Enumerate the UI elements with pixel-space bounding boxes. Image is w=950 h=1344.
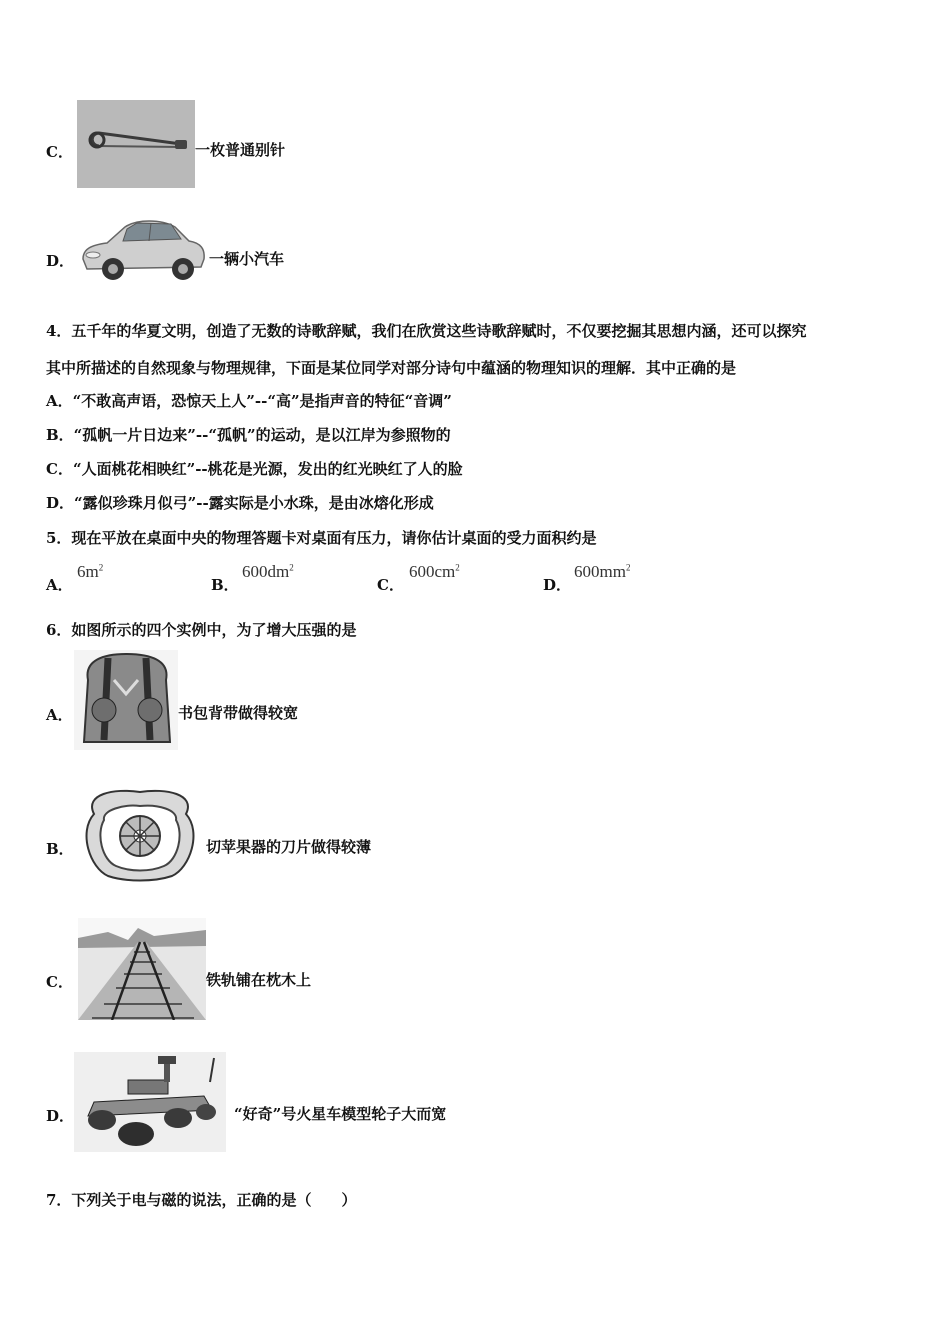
q5-option-c-value: $600cm^2$	[409, 562, 460, 581]
backpack-image	[74, 650, 178, 750]
q4-option-b: B．“孤帆一片日边来”--“孤帆”的运动，是以江岸为参照物的	[46, 426, 451, 444]
q6-option-b-text: 切苹果器的刀片做得较薄	[206, 838, 372, 856]
q6-stem: 6．如图所示的四个实例中，为了增大压强的是	[46, 621, 357, 639]
q6-option-d-letter: D．	[46, 1107, 75, 1125]
railway-track-image	[78, 918, 206, 1020]
mars-rover-image	[74, 1052, 226, 1152]
q4-option-d: D．“露似珍珠月似弓”--露实际是小水珠，是由冰熔化形成	[46, 494, 434, 512]
q5-option-b-letter: B．	[211, 576, 239, 594]
q5-option-b-value: $600dm^2$	[242, 562, 294, 581]
q3-option-d-text: 一辆小汽车	[209, 250, 285, 268]
q4-stem-line1: 4．五千年的华夏文明，创造了无数的诗歌辞赋，我们在欣赏这些诗歌辞赋时，不仅要挖掘其思想内涵，还可以探究	[46, 322, 807, 340]
q4-stem-line2: 其中所描述的自然现象与物理规律，下面是某位同学对部分诗句中蕴涵的物理知识的理解．其中正确的是	[46, 359, 737, 377]
q6-option-a-text: 书包背带做得较宽	[178, 704, 299, 722]
q5-option-a-letter: A．	[46, 576, 73, 594]
q7-stem: 7．下列关于电与磁的说法，正确的是（ ）	[46, 1191, 357, 1209]
q5-stem: 5．现在平放在桌面中央的物理答题卡对桌面有压力，请你估计桌面的受力面积约是	[46, 529, 597, 547]
apple-slicer-image	[74, 784, 206, 884]
q4-option-c: C．“人面桃花相映红”--桃花是光源，发出的红光映红了人的脸	[46, 460, 463, 478]
q6-option-a-letter: A．	[46, 706, 73, 724]
q6-option-c-letter: C．	[46, 973, 73, 991]
q3-option-d-letter: D．	[46, 252, 75, 270]
q6-option-d-text: “好奇”号火星车模型轮子大而宽	[234, 1105, 447, 1123]
q5-option-d-letter: D．	[543, 576, 572, 594]
car-image	[77, 207, 209, 287]
q6-option-c-text: 铁轨铺在枕木上	[206, 971, 312, 989]
q5-option-a-value: $6m^2$	[77, 562, 104, 581]
q4-option-a: A．“不敢高声语，恐惊天上人”--“高”是指声音的特征“音调”	[46, 392, 452, 410]
q5-option-d-value: $600mm^2$	[574, 562, 631, 581]
q6-option-b-letter: B．	[46, 840, 74, 858]
q3-option-c-letter: C．	[46, 143, 73, 161]
q5-option-c-letter: C．	[377, 576, 404, 594]
safety-pin-image	[77, 100, 195, 188]
q3-option-c-text: 一枚普通别针	[195, 141, 286, 159]
